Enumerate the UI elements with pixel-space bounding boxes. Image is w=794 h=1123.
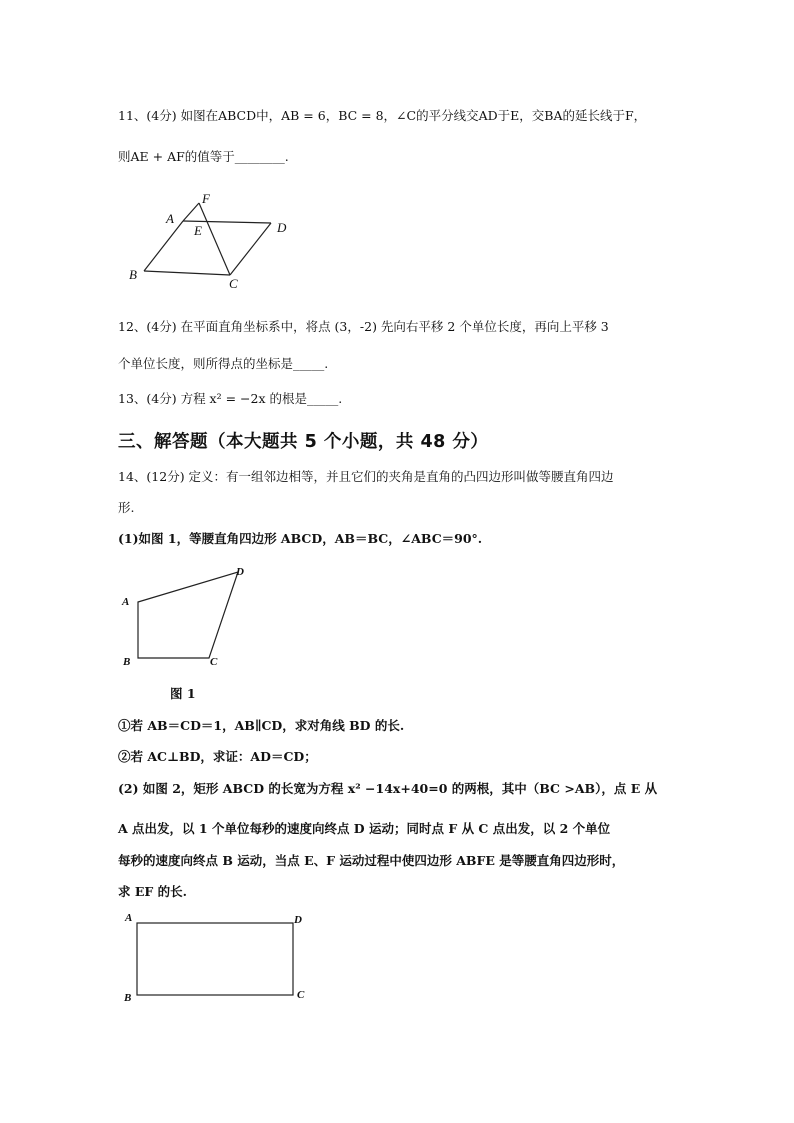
- q14-part2-line2: A 点出发，以 1 个单位每秒的速度向终点 D 运动；同时点 F 从 C 点出发，以 2 个单位: [118, 821, 611, 836]
- fig1-label-B: B: [123, 656, 131, 668]
- q11-parallelogram-figure: [125, 192, 325, 292]
- q11-line1: 11、(4分) 如图在ABCD中，AB = 6，BC = 8，∠C的平分线交AD于E，交BA的延长线于F，: [118, 108, 647, 123]
- q14-figure1: [118, 562, 258, 672]
- fig1-label-C: C: [210, 656, 218, 668]
- q14-sub2: ②若 AC⊥BD，求证：AD＝CD；: [118, 749, 317, 764]
- fig1-label-D: D: [236, 566, 244, 578]
- q13-line1: 13、(4分) 方程 x² = −2x 的根是_____.: [118, 391, 343, 406]
- fig-label-C: C: [229, 276, 238, 291]
- q11-line2: 则AE + AF的值等于________.: [118, 149, 289, 164]
- fig-label-F: F: [202, 191, 210, 206]
- fig2-label-C: C: [297, 989, 305, 1001]
- q14-part2-line3: 每秒的速度向终点 B 运动，当点 E、F 运动过程中使四边形 ABFE 是等腰直角四边形时，: [118, 853, 625, 868]
- fig-label-A: A: [166, 211, 174, 226]
- fig1-caption: 图 1: [170, 686, 196, 701]
- q12-line1: 12、(4分) 在平面直角坐标系中，将点 (3，-2) 先向右平移 2 个单位长度，再向上平移 3: [118, 319, 609, 334]
- fig2-label-D: D: [294, 914, 302, 926]
- fig2-label-A: A: [125, 912, 133, 924]
- fig1-label-A: A: [122, 596, 130, 608]
- q14-line2: 形.: [118, 500, 135, 515]
- q12-line2: 个单位长度，则所得点的坐标是_____.: [118, 356, 329, 371]
- section-heading: 三、解答题（本大题共 5 个小题，共 48 分）: [118, 432, 489, 452]
- q14-line1: 14、(12分) 定义：有一组邻边相等，并且它们的夹角是直角的凸四边形叫做等腰直角四边: [118, 469, 614, 484]
- fig-label-B: B: [129, 267, 137, 282]
- q14-part1: (1)如图 1，等腰直角四边形 ABCD，AB＝BC，∠ABC＝90°.: [118, 531, 483, 546]
- q14-part2-line1: (2) 如图 2，矩形 ABCD 的长宽为方程 x² −14x+40=0 的两根，其中（BC >AB），点 E 从: [118, 781, 658, 796]
- q14-part2-line4: 求 EF 的长.: [118, 884, 187, 899]
- fig-label-D: D: [277, 220, 287, 235]
- fig-label-E: E: [194, 223, 202, 238]
- fig2-label-B: B: [124, 992, 132, 1004]
- q14-figure2: [118, 908, 318, 1008]
- q14-sub1: ①若 AB＝CD＝1，AB∥CD，求对角线 BD 的长.: [118, 718, 405, 733]
